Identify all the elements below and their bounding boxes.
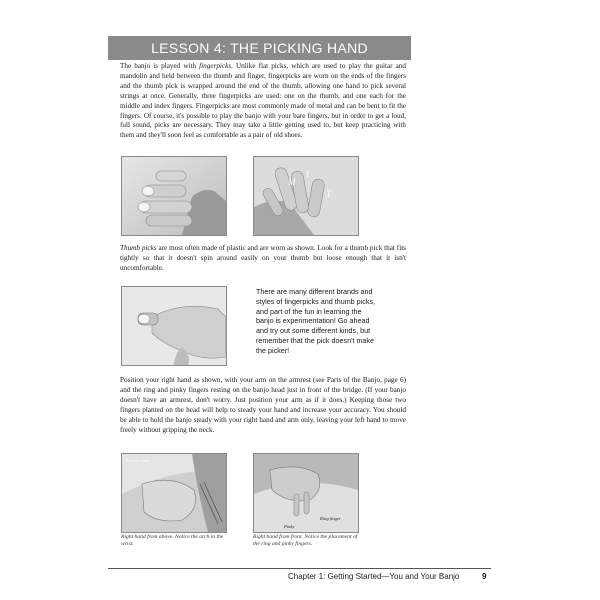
fingerpicks-hand-image [122, 157, 226, 235]
thumb-pick-emphasis: Thumb picks [120, 244, 157, 252]
photo-labeled-fingers [253, 156, 359, 236]
label-thumb: T [326, 189, 332, 199]
photo-hand-above [121, 453, 227, 533]
hand-above-image [122, 454, 226, 532]
lesson-title: LESSON 4: THE PICKING HAND [108, 36, 411, 60]
caption-hand-above: Right hand from above. Notice the arch in the wrist. [121, 534, 224, 547]
hand-front-image [254, 454, 358, 532]
label-middle: M [288, 177, 296, 187]
labeled-fingers-image [254, 157, 358, 235]
intro-text-start: The banjo is played with [120, 62, 200, 70]
footer-chapter-title: Chapter 1: Getting Started—You and Your Banjo [288, 572, 460, 581]
hand-position-paragraph: Position your right hand as shown, with your arm on the armrest (see Parts of the Banjo, page 6) and the ring and pinky fingers resting on the banjo head just in front of the bridge. (If your banjo doesn't have an armrest, don't worry. Just position your arm as if it does.) Keeping those two fingers planted on the head will help to steady your hand and increase your accuracy. You should be able to hold the banjo steady with your right hand and arm only, leaving your left hand to move freely without gripping the neck. [120, 376, 406, 434]
caption-hand-front: Right hand from front. Notice the placement of the ring and pinky fingers. [253, 534, 358, 547]
label-index: I [306, 169, 309, 179]
overlay-ring: Ring finger [320, 516, 341, 521]
thumb-pick-image [122, 287, 226, 365]
photo-hand-front [253, 453, 359, 533]
thumb-pick-text: are most often made of plastic and are worn as shown. Look for a thumb pick that fits tightly so that it doesn't spin around easily on your thumb but loose enough that it isn't uncomfortable. [120, 244, 406, 272]
thumb-pick-paragraph [120, 244, 406, 274]
overlay-arch: Arch in wrist [126, 458, 150, 463]
intro-text-rest: . Unlike flat picks, which are used to play the guitar and mandolin and held between the thumb and finger, fingerpicks are worn on the ends of the fingers and the thumb pick is wrapped around the end of the thumb, allowing one hand to pick several strings at once. Generally, three fingerpicks are used: one on the thumb, and one each for the middle and index fingers. Fingerpicks are most commonly made of metal and can be bent to fit the fingers. Of course, it's possible to play the banjo with your bare fingers, but in order to get a loud, full sound, picks are necessary. They may take a little getting used to, but keep practicing with them and they'll soon feel as comfortable as a pair of old shoes. [120, 62, 407, 140]
photo-fingerpicks-hand [121, 156, 227, 236]
footer-divider [108, 568, 491, 569]
intro-paragraph [120, 62, 406, 141]
intro-emphasis: fingerpicks [199, 62, 232, 70]
overlay-pinky: Pinky [284, 524, 295, 529]
page-number: 9 [482, 572, 487, 581]
tip-text: There are many different brands and styles of fingerpicks and thumb picks, and part of the fun in learning the banjo is experimentation! Go ahead and try out some different kinds, but remember that the pick doesn't make the picker! [256, 287, 376, 355]
photo-thumb-pick [121, 286, 227, 366]
